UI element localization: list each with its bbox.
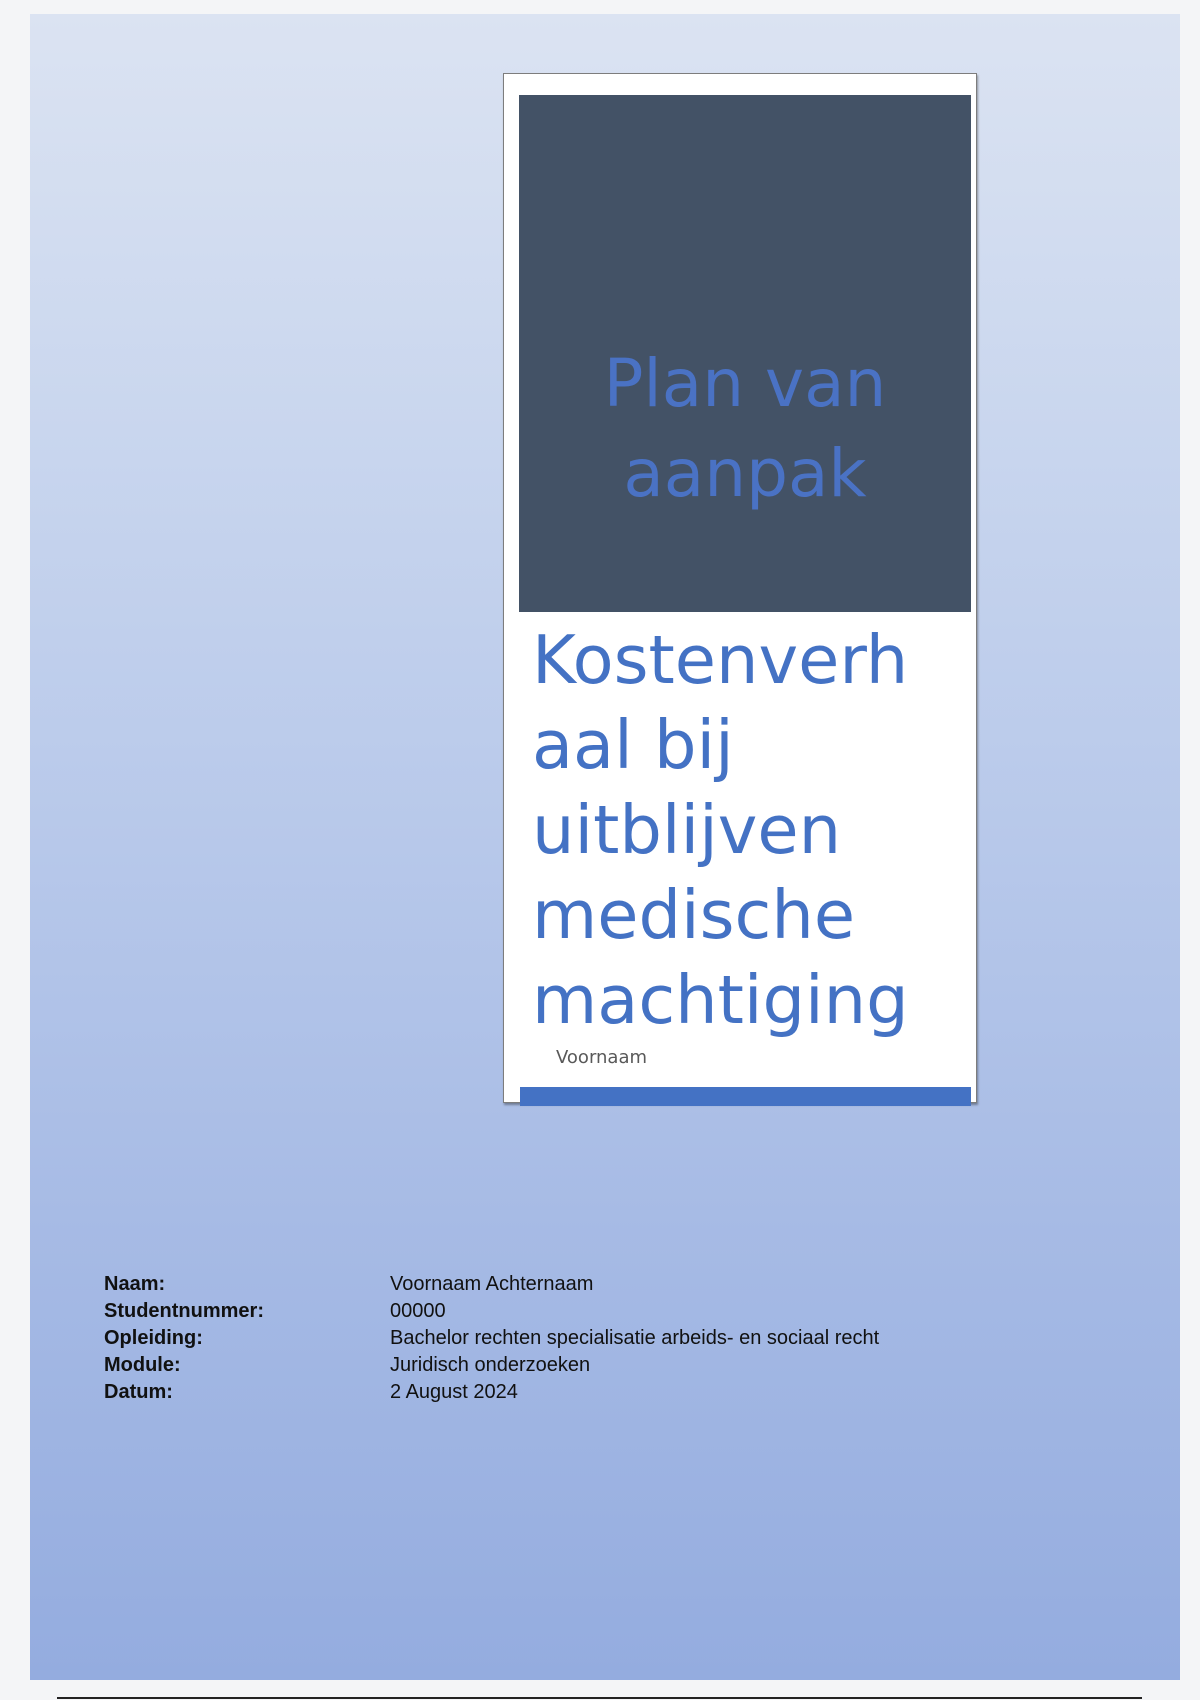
detail-row-module <box>104 1352 879 1379</box>
cover-page <box>30 14 1180 1680</box>
detail-label: Module: <box>104 1354 181 1376</box>
document-type: Plan van aanpak <box>603 344 887 512</box>
detail-label: Opleiding: <box>104 1327 203 1349</box>
student-details <box>104 1271 879 1406</box>
detail-row-student-number <box>104 1298 879 1325</box>
detail-row-program <box>104 1325 879 1352</box>
detail-value: 00000 <box>390 1300 446 1322</box>
detail-label: Studentnummer: <box>104 1300 264 1322</box>
detail-value: Voornaam Achternaam <box>390 1273 594 1295</box>
detail-row-date <box>104 1379 879 1406</box>
title-block <box>519 95 971 612</box>
detail-value: Bachelor rechten specialisatie arbeids- en sociaal recht <box>390 1327 880 1349</box>
detail-label: Naam: <box>104 1273 166 1295</box>
accent-bar <box>520 1087 971 1106</box>
detail-value: Juridisch onderzoeken <box>390 1354 591 1376</box>
footer-divider <box>57 1697 1142 1699</box>
detail-row-name <box>104 1271 879 1298</box>
author-name: Voornaam <box>556 1047 648 1068</box>
cover-card <box>503 73 977 1103</box>
detail-label: Datum: <box>104 1381 173 1403</box>
detail-value: 2 August 2024 <box>390 1381 518 1403</box>
document-title: Kostenverh aal bij uitblijven medische machtiging <box>532 621 909 1039</box>
